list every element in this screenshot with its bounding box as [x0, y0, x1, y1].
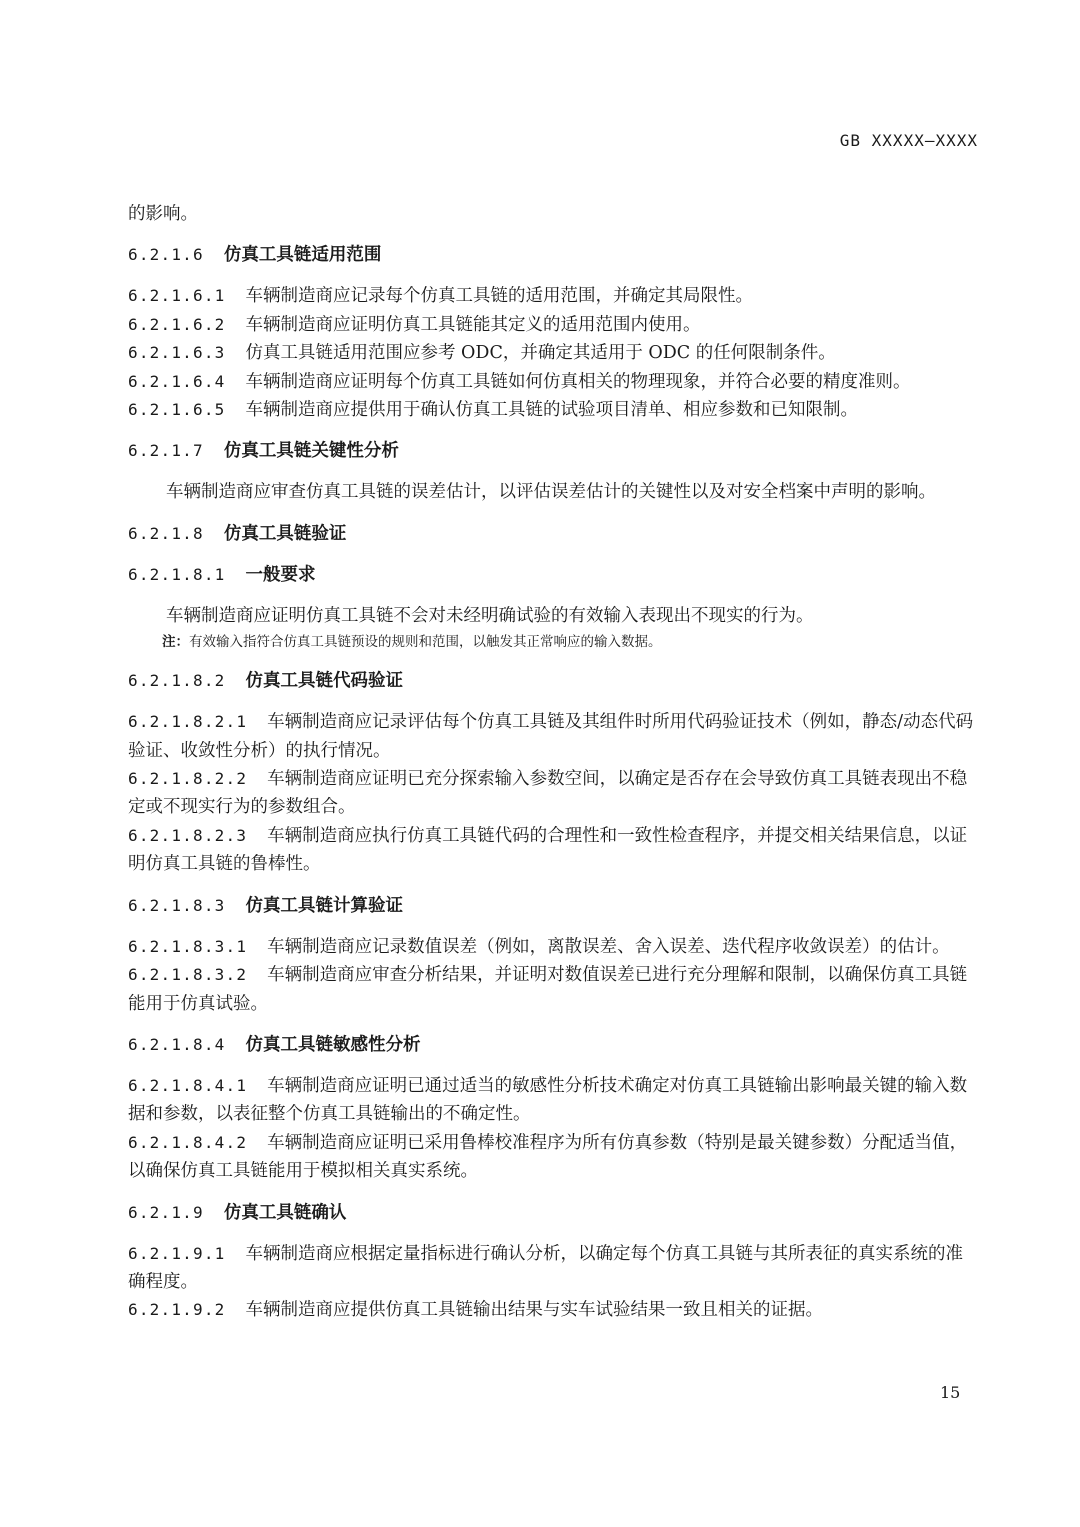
clause-number: 6.2.1.8.4.2 [128, 1132, 248, 1152]
clause-number: 6.2.1.9.2 [128, 1300, 226, 1320]
clause [128, 1129, 980, 1186]
clause-text: 仿真工具链适用范围应参考 ODC，并确定其适用于 ODC 的任何限制条件。 [245, 343, 836, 364]
clause-text: 车辆制造商应提供仿真工具链输出结果与实车试验结果一致且相关的证据。 [245, 1300, 823, 1321]
clause [128, 368, 980, 396]
page-number: 15 [940, 1383, 961, 1402]
section-title: 仿真工具链关键性分析 [223, 441, 399, 462]
subsection-heading [128, 1031, 980, 1059]
subsection-heading [128, 892, 980, 920]
clause-text: 车辆制造商应证明已通过适当的敏感性分析技术确定对仿真工具链输出影响最关键的输入数据和参数，以表征整个仿真工具链输出的不确定性。 [128, 1075, 968, 1125]
clause-text: 车辆制造商应记录每个仿真工具链的适用范围，并确定其局限性。 [245, 286, 753, 307]
clause-text: 车辆制造商应证明已采用鲁棒校准程序为所有仿真参数（特别是最关键参数）分配适当值，以确保仿真工具链能用于模拟相关真实系统。 [128, 1132, 968, 1182]
clause-number: 6.2.1.6.2 [128, 314, 226, 334]
clause [128, 822, 980, 879]
clause-text: 车辆制造商应证明已充分探索输入参数空间，以确定是否存在会导致仿真工具链表现出不稳定或不现实行为的参数组合。 [128, 769, 968, 818]
standard-code: GB XXXXX—XXXX [839, 131, 978, 150]
clause [128, 933, 980, 961]
note [128, 630, 980, 654]
section-number: 6.2.1.8.4 [128, 1034, 226, 1054]
clause-number: 6.2.1.6.5 [128, 400, 226, 420]
clause [128, 339, 980, 367]
section-title: 仿真工具链代码验证 [245, 671, 403, 692]
section-number: 6.2.1.8.3 [128, 895, 226, 915]
clause-number: 6.2.1.8.2.3 [128, 825, 248, 845]
clause [128, 1072, 980, 1129]
section-title: 仿真工具链计算验证 [245, 895, 403, 916]
subsection-heading [128, 667, 980, 695]
continuation-text: 的影响。 [128, 204, 198, 224]
section-number: 6.2.1.6 [128, 245, 204, 265]
clause-text: 车辆制造商应证明每个仿真工具链如何仿真相关的物理现象，并符合必要的精度准则。 [245, 371, 911, 392]
clause-number: 6.2.1.8.4.1 [128, 1075, 248, 1095]
clause-number: 6.2.1.8.2.1 [128, 712, 248, 732]
clause [128, 311, 980, 339]
clause-text: 车辆制造商应提供用于确认仿真工具链的试验项目清单、相应参数和已知限制。 [245, 400, 858, 421]
clause [128, 765, 980, 822]
clause [128, 1240, 980, 1297]
clause [128, 282, 980, 310]
subsection-heading [128, 561, 980, 589]
clause-text: 车辆制造商应执行仿真工具链代码的合理性和一致性检查程序，并提交相关结果信息，以证明仿真工具链的鲁棒性。 [128, 825, 968, 875]
page-content [128, 200, 980, 1325]
section-heading [128, 1199, 980, 1227]
section-heading [128, 241, 980, 269]
section-number: 6.2.1.8 [128, 523, 204, 543]
clause-number: 6.2.1.6.3 [128, 343, 226, 363]
section-title: 仿真工具链敏感性分析 [245, 1034, 421, 1055]
section-number: 6.2.1.9 [128, 1202, 204, 1222]
clause-text: 车辆制造商应记录评估每个仿真工具链及其组件时所用代码验证技术（例如，静态/动态代码验证、收敛性分析）的执行情况。 [128, 712, 974, 761]
section-number: 6.2.1.8.2 [128, 671, 226, 691]
clause-number: 6.2.1.8.3.2 [128, 965, 248, 985]
section-title: 一般要求 [245, 564, 316, 585]
clause-number: 6.2.1.8.2.2 [128, 769, 248, 789]
clause [128, 396, 980, 424]
clause [128, 708, 980, 765]
note-label: 注： [162, 634, 189, 651]
clause [128, 961, 980, 1018]
clause-number: 6.2.1.6.4 [128, 371, 226, 391]
clause-text: 车辆制造商应审查分析结果，并证明对数值误差已进行充分理解和限制，以确保仿真工具链能用于仿真试验。 [128, 965, 968, 1014]
clause-number: 6.2.1.8.3.1 [128, 936, 248, 956]
clause [128, 1296, 980, 1324]
clause-number: 6.2.1.6.1 [128, 286, 226, 306]
section-title: 仿真工具链验证 [223, 523, 347, 544]
section-title: 仿真工具链确认 [223, 1202, 347, 1223]
section-heading [128, 437, 980, 465]
paragraph: 车辆制造商应证明仿真工具链不会对未经明确试验的有效输入表现出不现实的行为。 [166, 605, 814, 626]
section-heading [128, 520, 980, 548]
clause-number: 6.2.1.9.1 [128, 1243, 226, 1263]
clause-text: 车辆制造商应记录数值误差（例如，离散误差、舍入误差、迭代程序收敛误差）的估计。 [267, 936, 950, 957]
section-number: 6.2.1.8.1 [128, 564, 226, 584]
paragraph: 车辆制造商应审查仿真工具链的误差估计，以评估误差估计的关键性以及对安全档案中声明的影响。 [166, 482, 936, 503]
clause-text: 车辆制造商应根据定量指标进行确认分析，以确定每个仿真工具链与其所表征的真实系统的准确程度。 [128, 1243, 963, 1292]
section-number: 6.2.1.7 [128, 441, 204, 461]
clause-text: 车辆制造商应证明仿真工具链能其定义的适用范围内使用。 [245, 314, 701, 335]
note-text: 有效输入指符合仿真工具链预设的规则和范围，以触发其正常响应的输入数据。 [189, 634, 662, 651]
section-title: 仿真工具链适用范围 [223, 245, 382, 266]
